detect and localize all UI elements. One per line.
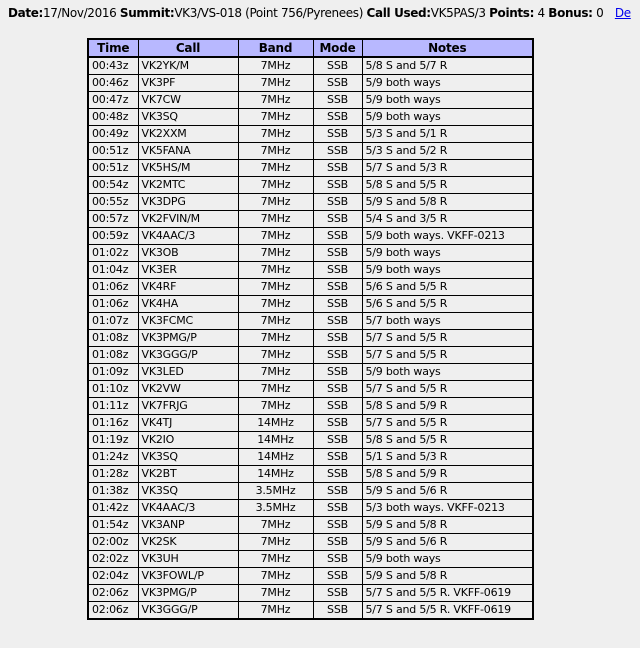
- cell-band: 7MHz: [238, 517, 313, 534]
- cell-band: 7MHz: [238, 177, 313, 194]
- cell-band: 7MHz: [238, 398, 313, 415]
- cell-time: 01:11z: [88, 398, 138, 415]
- cell-mode: SSB: [313, 347, 362, 364]
- cell-time: 01:28z: [88, 466, 138, 483]
- cell-notes: 5/7 S and 5/5 R: [362, 415, 533, 432]
- cell-mode: SSB: [313, 245, 362, 262]
- cell-call: VK3ER: [138, 262, 238, 279]
- cell-notes: 5/9 both ways: [362, 245, 533, 262]
- cell-band: 7MHz: [238, 211, 313, 228]
- qso-log-table: [87, 38, 534, 620]
- table-row: [88, 92, 533, 109]
- table-row: [88, 126, 533, 143]
- cell-band: 14MHz: [238, 415, 313, 432]
- table-row: [88, 245, 533, 262]
- cell-mode: SSB: [313, 296, 362, 313]
- cell-mode: SSB: [313, 92, 362, 109]
- cell-notes: 5/7 S and 5/5 R. VKFF-0619: [362, 585, 533, 602]
- cell-band: 7MHz: [238, 75, 313, 92]
- date-value: 17/Nov/2016: [42, 6, 117, 20]
- cell-band: 7MHz: [238, 143, 313, 160]
- table-row: [88, 75, 533, 92]
- cell-mode: SSB: [313, 126, 362, 143]
- table-row: [88, 585, 533, 602]
- cell-time: 01:08z: [88, 330, 138, 347]
- table-row: [88, 160, 533, 177]
- cell-band: 7MHz: [238, 92, 313, 109]
- cell-time: 01:54z: [88, 517, 138, 534]
- cell-call: VK4AAC/3: [138, 500, 238, 517]
- bonus-value: 0: [596, 6, 604, 20]
- cell-time: 01:24z: [88, 449, 138, 466]
- cell-notes: 5/8 S and 5/9 R: [362, 466, 533, 483]
- cell-time: 01:19z: [88, 432, 138, 449]
- cell-band: 7MHz: [238, 262, 313, 279]
- call-used-label: Call Used:: [366, 6, 431, 20]
- cell-band: 7MHz: [238, 602, 313, 620]
- cell-notes: 5/9 both ways: [362, 75, 533, 92]
- cell-band: 7MHz: [238, 381, 313, 398]
- table-row: [88, 466, 533, 483]
- cell-call: VK3LED: [138, 364, 238, 381]
- qso-log-body: [88, 57, 533, 619]
- cell-notes: 5/9 S and 5/8 R: [362, 568, 533, 585]
- cell-band: 7MHz: [238, 585, 313, 602]
- table-row: [88, 568, 533, 585]
- cell-time: 01:06z: [88, 296, 138, 313]
- cell-time: 00:54z: [88, 177, 138, 194]
- cell-notes: 5/6 S and 5/5 R: [362, 296, 533, 313]
- cell-call: VK2YK/M: [138, 57, 238, 75]
- table-row: [88, 313, 533, 330]
- cell-notes: 5/3 both ways. VKFF-0213: [362, 500, 533, 517]
- cell-call: VK3FCMC: [138, 313, 238, 330]
- cell-notes: 5/9 S and 5/8 R: [362, 517, 533, 534]
- cell-mode: SSB: [313, 534, 362, 551]
- summit-label: Summit:: [119, 6, 175, 20]
- cell-time: 01:07z: [88, 313, 138, 330]
- cell-mode: SSB: [313, 109, 362, 126]
- cell-mode: SSB: [313, 330, 362, 347]
- cell-time: 00:43z: [88, 57, 138, 75]
- table-row: [88, 194, 533, 211]
- cell-mode: SSB: [313, 500, 362, 517]
- cell-notes: 5/7 S and 5/5 R: [362, 347, 533, 364]
- cell-mode: SSB: [313, 279, 362, 296]
- cell-time: 00:57z: [88, 211, 138, 228]
- cell-time: 00:55z: [88, 194, 138, 211]
- cell-mode: SSB: [313, 415, 362, 432]
- table-row: [88, 602, 533, 620]
- cell-mode: SSB: [313, 585, 362, 602]
- cell-call: VK2FVIN/M: [138, 211, 238, 228]
- table-row: [88, 211, 533, 228]
- cell-band: 7MHz: [238, 228, 313, 245]
- table-row: [88, 500, 533, 517]
- cell-call: VK2XXM: [138, 126, 238, 143]
- column-header-mode: Mode: [313, 39, 362, 57]
- cell-notes: 5/3 S and 5/2 R: [362, 143, 533, 160]
- table-row: [88, 483, 533, 500]
- cell-call: VK3GGG/P: [138, 602, 238, 620]
- cell-band: 7MHz: [238, 160, 313, 177]
- table-row: [88, 228, 533, 245]
- cell-call: VK3DPG: [138, 194, 238, 211]
- cell-mode: SSB: [313, 602, 362, 620]
- table-row: [88, 551, 533, 568]
- cell-call: VK4RF: [138, 279, 238, 296]
- cell-time: 01:16z: [88, 415, 138, 432]
- cell-mode: SSB: [313, 551, 362, 568]
- cell-time: 00:51z: [88, 160, 138, 177]
- cell-notes: 5/6 S and 5/5 R: [362, 279, 533, 296]
- cell-call: VK2MTC: [138, 177, 238, 194]
- cell-band: 14MHz: [238, 466, 313, 483]
- date-label: Date:: [8, 6, 43, 20]
- cell-notes: 5/9 both ways: [362, 262, 533, 279]
- bonus-label: Bonus:: [548, 6, 593, 20]
- cell-band: 7MHz: [238, 245, 313, 262]
- cell-call: VK2IO: [138, 432, 238, 449]
- cell-call: VK3PF: [138, 75, 238, 92]
- cell-call: VK3PMG/P: [138, 585, 238, 602]
- cell-time: 01:10z: [88, 381, 138, 398]
- cell-notes: 5/9 S and 5/6 R: [362, 483, 533, 500]
- cell-call: VK5FANA: [138, 143, 238, 160]
- table-row: [88, 432, 533, 449]
- cell-mode: SSB: [313, 194, 362, 211]
- cell-band: 3.5MHz: [238, 500, 313, 517]
- cell-mode: SSB: [313, 517, 362, 534]
- cell-call: VK3SQ: [138, 483, 238, 500]
- cell-notes: 5/9 both ways: [362, 109, 533, 126]
- cell-mode: SSB: [313, 160, 362, 177]
- cell-band: 7MHz: [238, 279, 313, 296]
- table-row: [88, 449, 533, 466]
- cell-call: VK2VW: [138, 381, 238, 398]
- points-value: 4: [537, 6, 545, 20]
- cell-mode: SSB: [313, 177, 362, 194]
- cell-mode: SSB: [313, 449, 362, 466]
- points-label: Points:: [489, 6, 535, 20]
- cell-notes: 5/3 S and 5/1 R: [362, 126, 533, 143]
- table-row: [88, 262, 533, 279]
- table-row: [88, 415, 533, 432]
- cell-band: 7MHz: [238, 194, 313, 211]
- cell-band: 14MHz: [238, 432, 313, 449]
- summit-value: VK3/VS-018 (Point 756/Pyrenees): [174, 6, 364, 20]
- cell-band: 14MHz: [238, 449, 313, 466]
- cell-mode: SSB: [313, 568, 362, 585]
- cell-notes: 5/9 both ways: [362, 92, 533, 109]
- activation-summary: [8, 6, 631, 20]
- cell-call: VK7FRJG: [138, 398, 238, 415]
- table-row: [88, 143, 533, 160]
- cell-band: 7MHz: [238, 568, 313, 585]
- cell-notes: 5/8 S and 5/9 R: [362, 398, 533, 415]
- cell-call: VK3GGG/P: [138, 347, 238, 364]
- cell-call: VK5HS/M: [138, 160, 238, 177]
- table-row: [88, 381, 533, 398]
- cell-notes: 5/9 both ways: [362, 364, 533, 381]
- cell-notes: 5/8 S and 5/7 R: [362, 57, 533, 75]
- cell-mode: SSB: [313, 313, 362, 330]
- cell-time: 01:04z: [88, 262, 138, 279]
- cell-notes: 5/8 S and 5/5 R: [362, 177, 533, 194]
- cell-time: 01:09z: [88, 364, 138, 381]
- table-header-row: [88, 39, 533, 57]
- cell-notes: 5/7 S and 5/5 R: [362, 330, 533, 347]
- cell-time: 02:06z: [88, 585, 138, 602]
- cell-call: VK2BT: [138, 466, 238, 483]
- cell-mode: SSB: [313, 483, 362, 500]
- table-row: [88, 517, 533, 534]
- cell-time: 00:46z: [88, 75, 138, 92]
- table-row: [88, 330, 533, 347]
- cell-mode: SSB: [313, 57, 362, 75]
- cell-notes: 5/4 S and 3/5 R: [362, 211, 533, 228]
- cell-mode: SSB: [313, 211, 362, 228]
- cell-time: 01:42z: [88, 500, 138, 517]
- cell-band: 7MHz: [238, 534, 313, 551]
- table-row: [88, 347, 533, 364]
- table-row: [88, 177, 533, 194]
- cell-call: VK3FOWL/P: [138, 568, 238, 585]
- cell-time: 01:08z: [88, 347, 138, 364]
- cell-notes: 5/7 both ways: [362, 313, 533, 330]
- cell-call: VK3PMG/P: [138, 330, 238, 347]
- cell-band: 7MHz: [238, 551, 313, 568]
- cell-mode: SSB: [313, 381, 362, 398]
- cell-band: 7MHz: [238, 313, 313, 330]
- column-header-band: Band: [238, 39, 313, 57]
- cell-band: 7MHz: [238, 364, 313, 381]
- cell-time: 01:02z: [88, 245, 138, 262]
- table-row: [88, 296, 533, 313]
- cell-time: 01:06z: [88, 279, 138, 296]
- table-row: [88, 109, 533, 126]
- cell-notes: 5/7 S and 5/5 R. VKFF-0619: [362, 602, 533, 620]
- cell-call: VK3SQ: [138, 109, 238, 126]
- cell-notes: 5/9 both ways. VKFF-0213: [362, 228, 533, 245]
- call-used-value: VK5PAS/3: [430, 6, 486, 20]
- table-row: [88, 57, 533, 75]
- column-header-notes: Notes: [362, 39, 533, 57]
- cell-time: 00:47z: [88, 92, 138, 109]
- cell-mode: SSB: [313, 228, 362, 245]
- cell-notes: 5/7 S and 5/3 R: [362, 160, 533, 177]
- cell-time: 02:06z: [88, 602, 138, 620]
- cell-time: 02:02z: [88, 551, 138, 568]
- cell-mode: SSB: [313, 398, 362, 415]
- cell-time: 00:51z: [88, 143, 138, 160]
- cell-mode: SSB: [313, 466, 362, 483]
- cell-call: VK7CW: [138, 92, 238, 109]
- cell-time: 00:48z: [88, 109, 138, 126]
- cell-call: VK4AAC/3: [138, 228, 238, 245]
- column-header-call: Call: [138, 39, 238, 57]
- cell-time: 02:04z: [88, 568, 138, 585]
- cell-mode: SSB: [313, 262, 362, 279]
- cell-call: VK3OB: [138, 245, 238, 262]
- cell-band: 7MHz: [238, 330, 313, 347]
- cell-notes: 5/1 S and 5/3 R: [362, 449, 533, 466]
- table-row: [88, 398, 533, 415]
- table-row: [88, 279, 533, 296]
- cell-call: VK2SK: [138, 534, 238, 551]
- cell-call: VK4HA: [138, 296, 238, 313]
- cell-time: 00:59z: [88, 228, 138, 245]
- cell-mode: SSB: [313, 364, 362, 381]
- cell-time: 01:38z: [88, 483, 138, 500]
- cell-band: 7MHz: [238, 109, 313, 126]
- cell-call: VK3SQ: [138, 449, 238, 466]
- table-row: [88, 364, 533, 381]
- cell-notes: 5/7 S and 5/5 R: [362, 381, 533, 398]
- cell-notes: 5/9 S and 5/8 R: [362, 194, 533, 211]
- cell-call: VK3ANP: [138, 517, 238, 534]
- details-link[interactable]: De: [614, 6, 631, 20]
- cell-call: VK3UH: [138, 551, 238, 568]
- cell-mode: SSB: [313, 143, 362, 160]
- cell-band: 7MHz: [238, 296, 313, 313]
- cell-notes: 5/8 S and 5/5 R: [362, 432, 533, 449]
- cell-band: 7MHz: [238, 126, 313, 143]
- cell-notes: 5/9 both ways: [362, 551, 533, 568]
- cell-call: VK4TJ: [138, 415, 238, 432]
- column-header-time: Time: [88, 39, 138, 57]
- cell-band: 7MHz: [238, 57, 313, 75]
- cell-mode: SSB: [313, 75, 362, 92]
- table-row: [88, 534, 533, 551]
- cell-time: 00:49z: [88, 126, 138, 143]
- cell-notes: 5/9 S and 5/6 R: [362, 534, 533, 551]
- cell-band: 3.5MHz: [238, 483, 313, 500]
- cell-time: 02:00z: [88, 534, 138, 551]
- cell-mode: SSB: [313, 432, 362, 449]
- cell-band: 7MHz: [238, 347, 313, 364]
